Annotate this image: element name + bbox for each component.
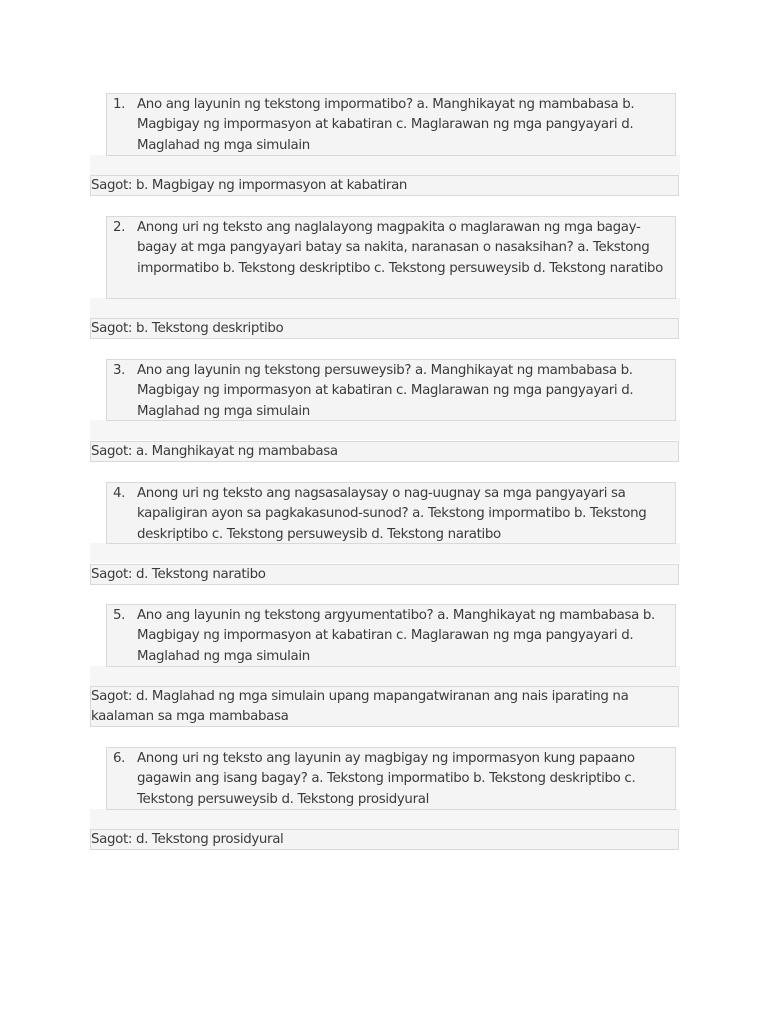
answer-4: Sagot: d. Tekstong naratibo bbox=[90, 564, 679, 585]
question-4-box bbox=[106, 482, 676, 544]
question-4-text: Anong uri ng teksto ang nagsasalaysay o nag-uugnay sa mga pangyayari sa kapaligiran ayon sa pagkakasunod-sunod? a. Tekstong impormatibo b. Tekstong deskriptibo c. Tekstong persuweysib d. Tekstong naratibo bbox=[137, 486, 647, 542]
question-2-text: Anong uri ng teksto ang naglalayong magpakita o maglarawan ng mga bagay-bagay at mga pangyayari batay sa nakita, naranasan o nasaksihan? a. Tekstong impormatibo b. Tekstong deskriptibo c. Tekstong persuweysib d. Tekstong naratibo bbox=[137, 220, 663, 276]
question-4-number: 4. bbox=[113, 486, 126, 501]
question-3-box bbox=[106, 359, 676, 421]
question-1-number: 1. bbox=[113, 97, 126, 112]
answer-1: Sagot: b. Magbigay ng impormasyon at kabatiran bbox=[90, 175, 679, 196]
spacer-band bbox=[90, 809, 680, 829]
question-1-text: Ano ang layunin ng tekstong impormatibo? a. Manghikayat ng mambabasa b. Magbigay ng impormasyon at kabatiran c. Maglarawan ng mga pangyayari d. Maglahad ng mga simulain bbox=[137, 97, 635, 153]
question-5-number: 5. bbox=[113, 608, 126, 623]
question-5-text: Ano ang layunin ng tekstong argyumentatibo? a. Manghikayat ng mambabasa b. Magbigay ng impormasyon at kabatiran c. Maglarawan ng mga pangyayari d. Maglahad ng mga simulain bbox=[137, 608, 655, 664]
answer-6: Sagot: d. Tekstong prosidyural bbox=[90, 829, 679, 850]
question-3-text: Ano ang layunin ng tekstong persuweysib? a. Manghikayat ng mambabasa b. Magbigay ng impormasyon at kabatiran c. Maglarawan ng mga pangyayari d. Maglahad ng mga simulain bbox=[137, 363, 634, 419]
spacer-band bbox=[90, 298, 680, 318]
spacer-band bbox=[90, 666, 680, 686]
spacer-band bbox=[90, 155, 680, 175]
question-6-box bbox=[106, 747, 676, 810]
answer-5: Sagot: d. Maglahad ng mga simulain upang mapangatwiranan ang nais iparating na kaalaman sa mga mambabasa bbox=[90, 686, 679, 727]
answer-2: Sagot: b. Tekstong deskriptibo bbox=[90, 318, 679, 339]
answer-3: Sagot: a. Manghikayat ng mambabasa bbox=[90, 441, 679, 462]
spacer-band bbox=[90, 420, 680, 440]
question-2-box bbox=[106, 216, 676, 299]
question-1-box bbox=[106, 93, 676, 156]
question-6-number: 6. bbox=[113, 751, 126, 766]
spacer-band bbox=[90, 543, 680, 563]
question-3-number: 3. bbox=[113, 363, 126, 378]
question-6-text: Anong uri ng teksto ang layunin ay magbigay ng impormasyon kung papaano gagawin ang isang bagay? a. Tekstong impormatibo b. Tekstong deskriptibo c. Tekstong persuweysib d. Tekstong prosidyural bbox=[137, 751, 636, 807]
question-2-number: 2. bbox=[113, 220, 126, 235]
question-5-box bbox=[106, 604, 676, 667]
